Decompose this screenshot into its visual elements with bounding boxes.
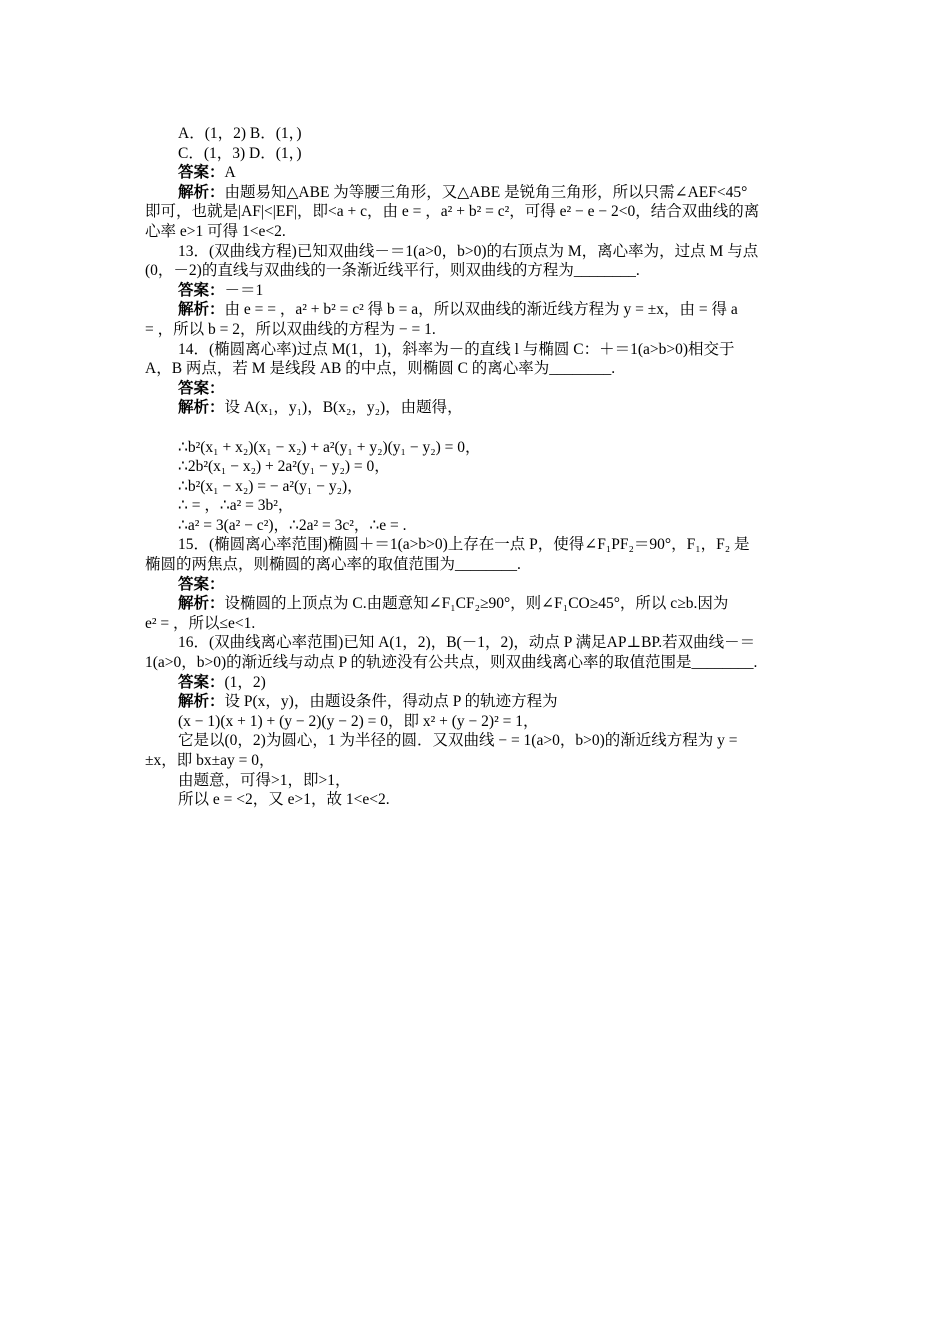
text-line (145, 163, 807, 183)
line-text: 心率 e>1 可得 1<e<2. (145, 222, 286, 240)
line-text: (1，2) (224, 673, 266, 691)
line-text: 16．(双曲线离心率范围)已知 A(1，2)，B(－1，2)，动点 P 满足AP⊥BP.若双曲线－＝ (178, 634, 756, 652)
line-text: ∴b²(x₁ + x₂)(x₁ − x₂) + a²(y₁ + y₂)(y₁ − y₂) = 0， (178, 438, 481, 456)
text-line (145, 555, 807, 575)
text-line (145, 731, 807, 751)
text-line (145, 712, 807, 732)
line-text: 设 P(x，y)，由题设条件，得动点 P 的轨迹方程为 (224, 693, 558, 711)
text-line (145, 379, 807, 399)
line-text: (0，－2)的直线与双曲线的一条渐近线平行，则双曲线的方程为________. (145, 262, 640, 280)
answer-label: 解析： (178, 595, 225, 613)
line-text: 所以 e = <2，又 e>1，故 1<e<2. (178, 791, 390, 809)
text-line (145, 144, 807, 164)
text-line (145, 300, 807, 320)
text-line (145, 751, 807, 771)
text-line (145, 457, 807, 477)
line-text: ∴a² = 3(a² − c²)，∴2a² = 3c²，∴e = . (178, 516, 407, 534)
answer-label: 解析： (178, 693, 225, 711)
line-text: 由题易知△ABE 为等腰三角形，又△ABE 是锐角三角形，所以只需∠AEF<45° (224, 183, 748, 201)
line-text: C．(1，3) D．(1，) (178, 144, 302, 162)
line-text: = ，所以 b = 2，所以双曲线的方程为 − = 1. (145, 320, 436, 338)
answer-label: 答案： (178, 673, 225, 691)
text-line (145, 614, 807, 634)
text-line (145, 242, 807, 262)
line-text: 它是以(0，2)为圆心，1 为半径的圆．又双曲线 − = 1(a>0，b>0)的渐近线方程为 y = (178, 732, 738, 750)
text-line (145, 575, 807, 595)
text-line (145, 594, 807, 614)
text-line (145, 673, 807, 693)
line-text: A．(1，2) B．(1，) (178, 125, 302, 142)
text-line (145, 202, 807, 222)
line-text: 设 A(x₁，y₁)，B(x₂，y₂)，由题得， (224, 399, 463, 417)
text-line (145, 222, 807, 242)
line-text: ∴2b²(x₁ − x₂) + 2a²(y₁ − y₂) = 0， (178, 458, 390, 476)
line-text: A，B 两点，若 M 是线段 AB 的中点，则椭圆 C 的离心率为________. (145, 360, 616, 378)
line-text: 设椭圆的上顶点为 C.由题意知∠F₁CF₂≥90°，则∠F₁CO≥45°，所以 c≥b.因为 (224, 595, 729, 613)
answer-label: 答案： (178, 575, 225, 593)
text-line (145, 771, 807, 791)
line-text: (x − 1)(x + 1) + (y − 2)(y − 2) = 0，即 x² + (y − 2)² = 1， (178, 712, 539, 730)
line-text: 由题意，可得>1，即>1， (178, 771, 351, 789)
line-text: 即可，也就是|AF|<|EF|，即<a + c，由 e = ，a² + b² = c²，可得 e² − e − 2<0，结合双曲线的离 (145, 203, 760, 221)
text-line (145, 438, 807, 458)
text-line (145, 340, 807, 360)
text-line (145, 516, 807, 536)
text-line (145, 261, 807, 281)
text-line (145, 790, 807, 810)
line-text: 椭圆的两焦点，则椭圆的离心率的取值范围为________. (145, 556, 521, 574)
line-text: e² = ，所以≤e<1. (145, 614, 256, 632)
text-line (145, 477, 807, 497)
text-line (145, 281, 807, 301)
line-text: －＝1 (224, 281, 264, 299)
line-text: 15．(椭圆离心率范围)椭圆＋＝1(a>b>0)上存在一点 P，使得∠F₁PF₂＝90°，F₁，F₂ 是 (178, 536, 750, 554)
text-line (145, 398, 807, 418)
answer-label: 答案： (178, 379, 225, 397)
line-text: ∴b²(x₁ − x₂) = − a²(y₁ − y₂)， (178, 477, 363, 495)
answer-label: 解析： (178, 183, 225, 201)
line-text: ±x，即 bx±ay = 0， (145, 752, 275, 769)
text-line (145, 496, 807, 516)
text-line (145, 692, 807, 712)
blank-line (145, 418, 807, 438)
answer-label: 答案： (178, 281, 225, 299)
line-text: 1(a>0，b>0)的渐近线与动点 P 的轨迹没有公共点，则双曲线离心率的取值范围是________. (145, 654, 758, 672)
text-line (145, 535, 807, 555)
text-line (145, 183, 807, 203)
text-line (145, 124, 807, 144)
line-text: 14．(椭圆离心率)过点 M(1，1)，斜率为－的直线 l 与椭圆 C：＋＝1(a>b>0)相交于 (178, 340, 735, 358)
answer-label: 答案： (178, 164, 225, 182)
line-text: A (224, 164, 236, 182)
text-line (145, 320, 807, 340)
text-line (145, 653, 807, 673)
answer-label: 解析： (178, 301, 225, 319)
line-text: 13．(双曲线方程)已知双曲线－＝1(a>0，b>0)的右顶点为 M，离心率为，过点 M 与点 (178, 242, 759, 260)
document-body (145, 124, 807, 810)
answer-label: 解析： (178, 399, 225, 417)
text-line (145, 359, 807, 379)
text-line (145, 633, 807, 653)
line-text: ∴ = ，∴a² = 3b²， (178, 497, 294, 515)
line-text: 由 e = = ，a² + b² = c² 得 b = a，所以双曲线的渐近线方程为 y = ±x，由 = 得 a (224, 301, 738, 319)
